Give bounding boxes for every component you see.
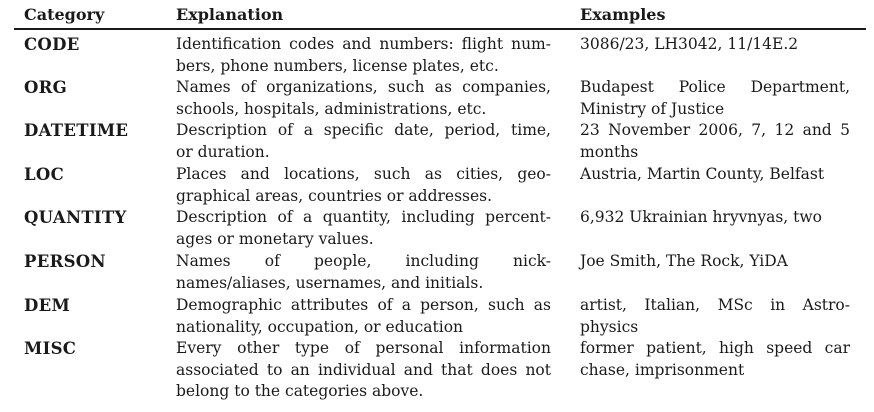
header-examples: Examples — [580, 5, 666, 24]
explanation-line: Demographic attributes of a person, such as — [176, 296, 551, 314]
category-cell: ORG — [24, 78, 68, 97]
category-cell: DATETIME — [24, 121, 129, 140]
explanation-cell — [176, 34, 551, 77]
explanation-cell — [176, 295, 551, 338]
explanation-cell — [176, 338, 551, 403]
examples-line: 6,932 Ukrainian hryvnyas, two — [580, 208, 822, 226]
explanation-cell — [176, 120, 551, 163]
explanation-line: Identification codes and numbers: flight num- — [176, 35, 551, 53]
explanation-line: ages or monetary values. — [176, 229, 374, 248]
explanation-line: Names of organizations, such as companies, — [176, 78, 551, 96]
examples-line: artist, Italian, MSc in Astro- — [580, 296, 850, 314]
category-cell: DEM — [24, 296, 71, 315]
examples-line: former patient, high speed car — [580, 339, 850, 357]
examples-cell — [580, 164, 850, 186]
explanation-cell — [176, 164, 551, 207]
category-cell: LOC — [24, 165, 65, 184]
examples-line: 23 November 2006, 7, 12 and 5 — [580, 121, 850, 139]
explanation-line: Description of a quantity, including percent- — [176, 208, 551, 226]
explanation-cell — [176, 251, 551, 294]
examples-cell — [580, 338, 850, 381]
explanation-line: schools, hospitals, administrations, etc. — [176, 99, 487, 118]
explanation-line: or duration. — [176, 142, 270, 161]
category-cell: PERSON — [24, 252, 106, 271]
explanation-line: bers, phone numbers, license plates, etc. — [176, 56, 499, 75]
category-cell: CODE — [24, 35, 80, 54]
examples-line: months — [580, 142, 639, 161]
explanation-line: names/aliases, usernames, and initials. — [176, 273, 484, 292]
explanation-line: Names of people, including nick- — [176, 252, 551, 270]
examples-line: physics — [580, 317, 639, 336]
explanation-line: graphical areas, countries or addresses. — [176, 186, 493, 205]
examples-line: Joe Smith, The Rock, YiDA — [580, 252, 788, 270]
examples-cell — [580, 295, 850, 338]
explanation-line: Description of a specific date, period, time, — [176, 121, 551, 139]
explanation-line: nationality, occupation, or education — [176, 317, 464, 336]
examples-line: Austria, Martin County, Belfast — [580, 165, 825, 183]
category-cell: MISC — [24, 339, 77, 358]
examples-cell — [580, 34, 850, 56]
examples-cell — [580, 251, 850, 273]
explanation-line: Places and locations, such as cities, geo- — [176, 165, 551, 183]
header-rule — [14, 28, 866, 30]
category-cell: QUANTITY — [24, 208, 127, 227]
header-explanation: Explanation — [176, 5, 284, 24]
header-category: Category — [24, 5, 105, 24]
explanation-cell — [176, 77, 551, 120]
examples-line: Budapest Police Department, — [580, 78, 850, 96]
explanation-line: Every other type of personal information — [176, 339, 551, 357]
examples-cell — [580, 77, 850, 120]
examples-cell — [580, 120, 850, 163]
examples-line: Ministry of Justice — [580, 99, 725, 118]
explanation-line: associated to an individual and that does not — [176, 360, 551, 379]
explanation-cell — [176, 207, 551, 250]
explanation-line: belong to the categories above. — [176, 382, 424, 400]
examples-line: chase, imprisonment — [580, 360, 745, 379]
examples-line: 3086/23, LH3042, 11/14E.2 — [580, 35, 799, 53]
examples-cell — [580, 207, 850, 229]
